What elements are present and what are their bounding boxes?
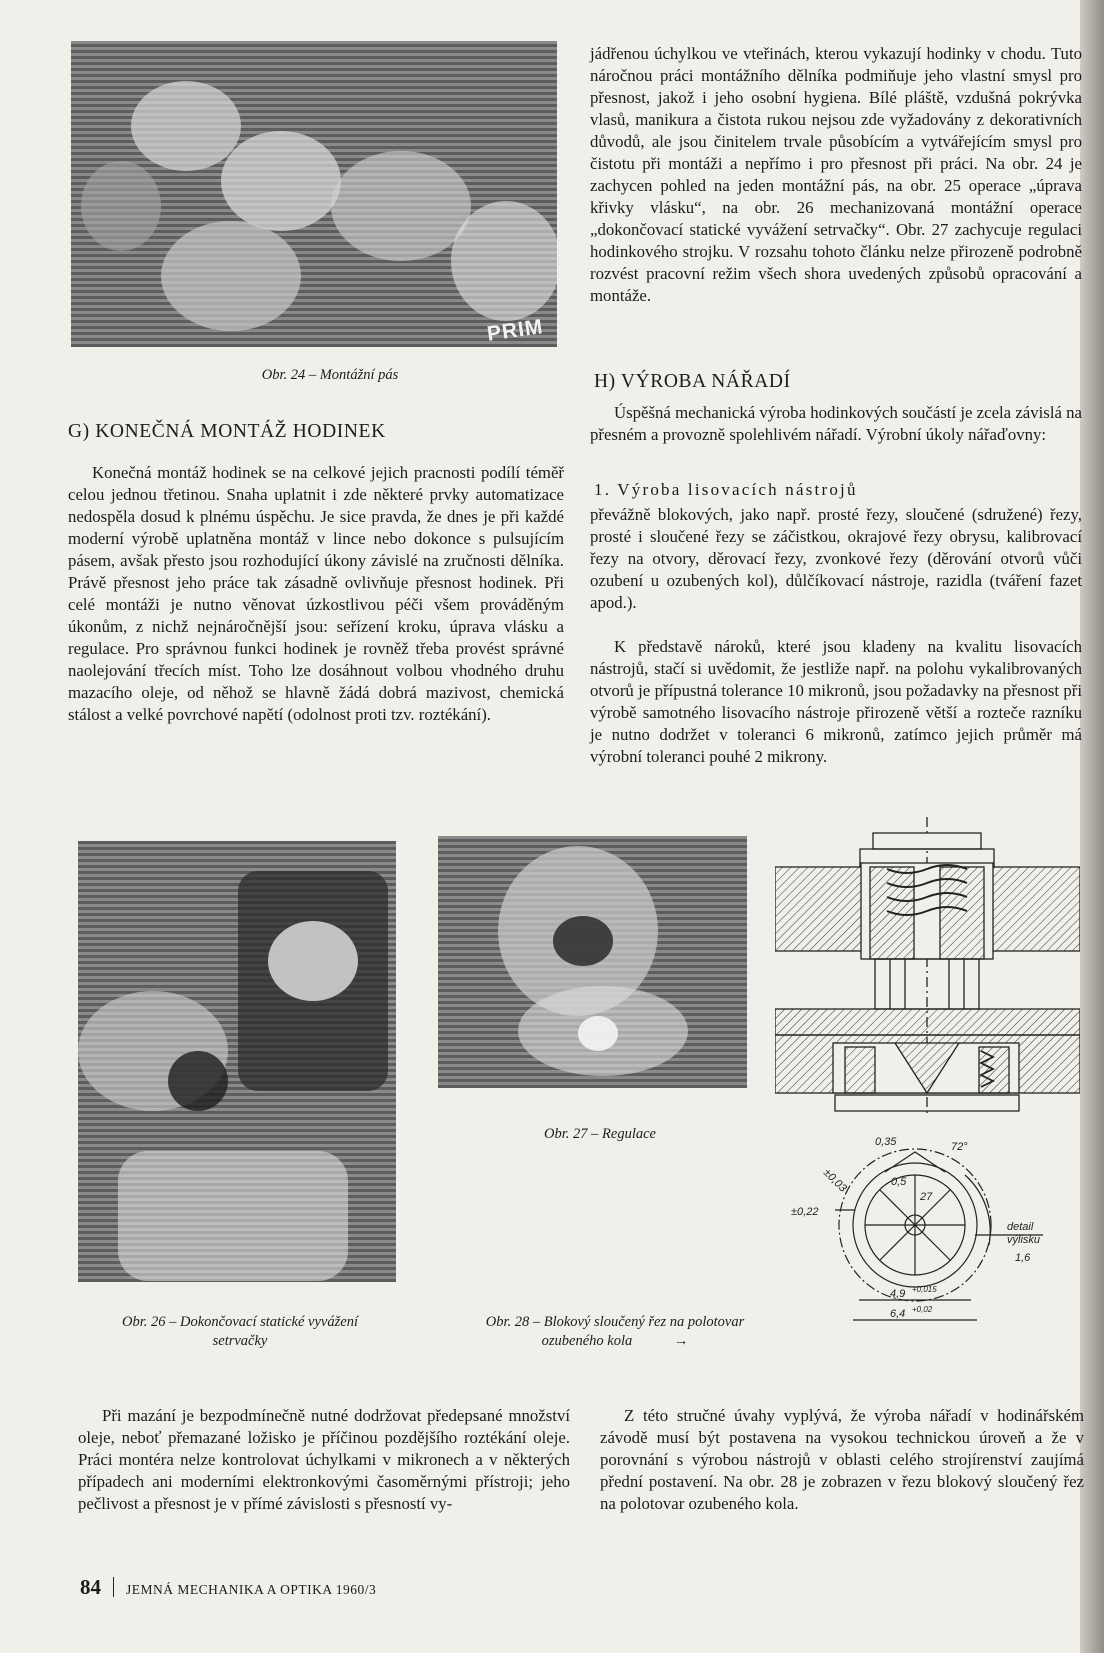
- dim-49-tolerance: +0,015: [912, 1285, 937, 1294]
- figure-24-caption: Obr. 24 – Montážní pás: [261, 367, 399, 383]
- section-h-heading: H) VÝROBA NÁŘADÍ: [594, 371, 791, 392]
- dim-035: 0,35: [875, 1136, 897, 1148]
- tool-production-subheading: 1. Výroba lisovacích nástrojů: [594, 480, 858, 499]
- tool-production-paragraph: převážně blokových, jako např. prosté řezy, sloučené (sdružené) řezy, prosté i sloučené řezy se záčistkou, okrajové řezy obrysu, kalibrovací řezy na otvory, děrovací řezy, zvonkové řezy (děrování otvorů vůči ozubení u ozubených kol), důlčíkovací nástroje, razidla (tváření fazet apod.).: [590, 505, 1082, 612]
- figure-28-caption-arrow: →: [673, 1333, 689, 1349]
- figure-26-caption: [75, 1313, 405, 1351]
- dim-64: 6,4: [890, 1308, 906, 1320]
- detail-label: detail: [1007, 1221, 1034, 1233]
- dim-05: 0,5: [891, 1176, 907, 1188]
- figure-27-caption: Obr. 27 – Regulace: [544, 1126, 656, 1142]
- dim-49: 4,9: [890, 1288, 906, 1300]
- section-g-heading: G) KONEČNÁ MONTÁŽ HODINEK: [68, 421, 386, 442]
- photo-stamp: PRIM: [485, 315, 545, 346]
- figure-27-photo: [438, 836, 747, 1088]
- section-h-paragraph-2: K představě nároků, které jsou kladeny na kvalitu lisovacích nástrojů, stačí si uvědomit, že jestliže např. na polohu vykalibrovaných otvorů je přípustná tolerance 10 mikronů, jsou požadavky na přesnost při výrobě samotného lisovacího nástroje přirozeně větší a rozteče razníku je nutno dodržet v toleranci 6 mikronů, zatímco jejich průměr má výrobní toleranci pouhé 2 mikrony.: [590, 637, 1082, 766]
- dim-27: 27: [920, 1191, 933, 1203]
- journal-title: JEMNÁ MECHANIKA A OPTIKA 1960/3: [126, 1582, 377, 1597]
- bottom-left-paragraph: Při mazání je bezpodmínečně nutné dodržovat předepsané množství oleje, neboť přemazané ložisko je příčinou pozdějšího roztékání oleje. Práci montéra nelze kontrolovat úchylkami v mikronech a v některých případech ani moderními elektronkovými časoměrnými přístroji; jeho pečlivost a přesnost je v přímé závislosti s přesností vy-: [78, 1406, 570, 1513]
- figure-26-caption-line1: Obr. 26 – Dokončovací statické vyvážení: [122, 1314, 358, 1330]
- figure-28-caption-line1: Obr. 28 – Blokový sloučený řez na polotovar: [485, 1314, 745, 1330]
- page-footer: [80, 1575, 376, 1600]
- figure-28-caption: [445, 1313, 785, 1351]
- figure-26-caption-line2: setrvačky: [212, 1333, 268, 1349]
- footer-separator: [113, 1577, 114, 1597]
- page-number: 84: [80, 1575, 101, 1599]
- figure-28-caption-line2: ozubeného kola: [541, 1333, 633, 1349]
- bottom-right-paragraph: Z této stručné úvahy vyplývá, že výroba nářadí v hodinářském závodě musí být postavena na vysokou technickou úroveň a že v porovnání s výrobou nástrojů v oblasti celého strojírenství zaujímá přední postavení. Na obr. 28 je zobrazen v řezu blokový sloučený řez na polotovar ozubeného kola.: [600, 1406, 1084, 1513]
- detail-label-2: výlisku: [1007, 1234, 1041, 1246]
- die-section-view: [775, 817, 1080, 1115]
- detail-scale: 1,6: [1015, 1252, 1031, 1264]
- section-h-paragraph-1: Úspěšná mechanická výroba hodinkových součástí je zcela závislá na přesném a provozně spolehlivém nářadí. Výrobní úkoly nářaďovny:: [590, 403, 1082, 444]
- figure-26-photo: [78, 841, 396, 1282]
- figure-28-drawing: [775, 815, 1080, 1325]
- section-g-paragraph: Konečná montáž hodinek se na celkové jejich pracnosti podílí téměř celou jednou třetinou. Snaha uplatnit i zde některé prvky automatizace nedospěla dosud k plnému úspěchu. Je sice pravda, že dnes je při každé moderní výrobě uplatněna montáž v lince nebo dokonce s pulsujícím pásem, avšak přesto jsou rozhodující úkony závislé na zručnosti dělníka. Právě přesnost jeho práce tak zásadně ovlivňuje přesnost hodinek. Při celé montáži je nutno věnovat úzkostlivou péči všem prováděným úkonům, z nichž nejnáročnější jsou: seřízení kroku, úprava vlásku a regulace. Pro správnou funkci hodinek je rovněž třeba provést správné naolejování třecích míst. Toho lze dosáhnout volbou vhodného druhu mazacího oleje, od něhož se hlavně žádá dobrá mazivost, chemická stálost a velké povrchové napětí (odolnost proti tzv. roztékání).: [68, 463, 564, 724]
- dim-003: ±0,03: [820, 1166, 849, 1195]
- dim-64-tolerance: +0,02: [912, 1305, 933, 1314]
- dim-022: ±0,22: [791, 1206, 819, 1218]
- figure-24-photo: [71, 41, 557, 347]
- intro-continuation-paragraph: jádřenou úchylkou ve vteřinách, kterou vykazují hodinky v chodu. Tuto náročnou práci montážního dělníka podmiňuje jeho vlastní smysl pro přesnost, jakož i jeho osobní hygiena. Bílé pláště, vzdušná pokrývka vlasů, manikura a čistota rukou nejsou zde vyžadovány z dekorativních důvodů, ale jsou činitelem trvale působícím a vytvářejícím smysl pro čistotu při montáži a nepřímo i pro přesnost při práci. Na obr. 24 je zachycen pohled na jeden montážní pás, na obr. 25 operace „úprava křivky vlásku“, na obr. 26 mechanizovaná montážní operace „dokončovací statické vyvážení setrvačky“. Obr. 27 zachycuje regulaci hodinkového strojku. V rozsahu tohoto článku nelze přirozeně podrobně rozvést pracovní režim všech shora uvedených způsobů opracování a montáže.: [590, 44, 1082, 305]
- dim-72: 72°: [951, 1141, 968, 1153]
